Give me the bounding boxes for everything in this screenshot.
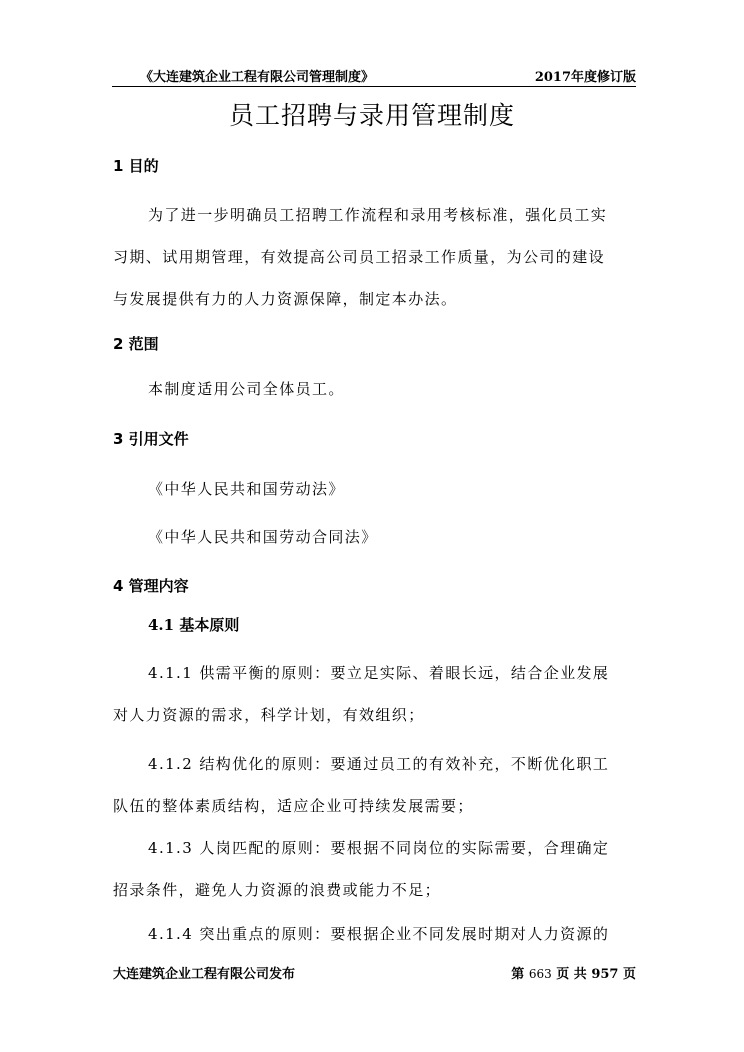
section-2-text: 本制度适用公司全体员工。 [148, 380, 345, 398]
paragraph-line: 队伍的整体素质结构，适应企业可持续发展需要； [113, 797, 474, 815]
paragraph-line: 4.1.4 突出重点的原则：要根据企业不同发展时期对人力资源的 [148, 925, 610, 943]
page-title: 员工招聘与录用管理制度 [228, 101, 515, 130]
principle-4-1-2 [113, 743, 643, 827]
paragraph-line: 招录条件，避免人力资源的浪费或能力不足； [113, 881, 442, 899]
reference-labor-law: 《中华人民共和国劳动法》 [148, 480, 345, 498]
paragraph-line: 与发展提供有力的人力资源保障，制定本办法。 [113, 290, 458, 308]
footer-page-number: 第 663 页 共 957 页 [511, 967, 636, 982]
footer-publisher: 大连建筑企业工程有限公司发布 [113, 967, 296, 982]
paragraph-line: 4.1.2 结构优化的原则：要通过员工的有效补充，不断优化职工 [148, 755, 610, 773]
paragraph-line: 为了进一步明确员工招聘工作流程和录用考核标准，强化员工实 [148, 206, 608, 224]
principle-4-1-4 [113, 913, 643, 955]
header-rule [112, 86, 636, 87]
paragraph-line: 4.1.1 供需平衡的原则：要立足实际、着眼长远，结合企业发展 [148, 664, 610, 682]
reference-labor-contract-law: 《中华人民共和国劳动合同法》 [148, 528, 378, 546]
section-2-heading: 2 范围 [113, 335, 159, 353]
paragraph-line: 习期、试用期管理，有效提高公司员工招录工作质量，为公司的建设 [113, 248, 606, 266]
header-left: 《大连建筑企业工程有限公司管理制度》 [140, 70, 375, 85]
section-1-paragraph [113, 194, 643, 320]
subsection-4-1-heading: 4.1 基本原则 [148, 616, 240, 634]
section-4-heading: 4 管理内容 [113, 577, 189, 595]
header-right: 2017年度修订版 [534, 70, 636, 85]
paragraph-line: 4.1.3 人岗匹配的原则：要根据不同岗位的实际需要，合理确定 [148, 839, 610, 857]
section-1-heading: 1 目的 [113, 157, 159, 175]
paragraph-line: 对人力资源的需求，科学计划，有效组织； [113, 706, 425, 724]
principle-4-1-3 [113, 827, 643, 911]
principle-4-1-1 [113, 652, 643, 736]
section-3-heading: 3 引用文件 [113, 430, 189, 448]
